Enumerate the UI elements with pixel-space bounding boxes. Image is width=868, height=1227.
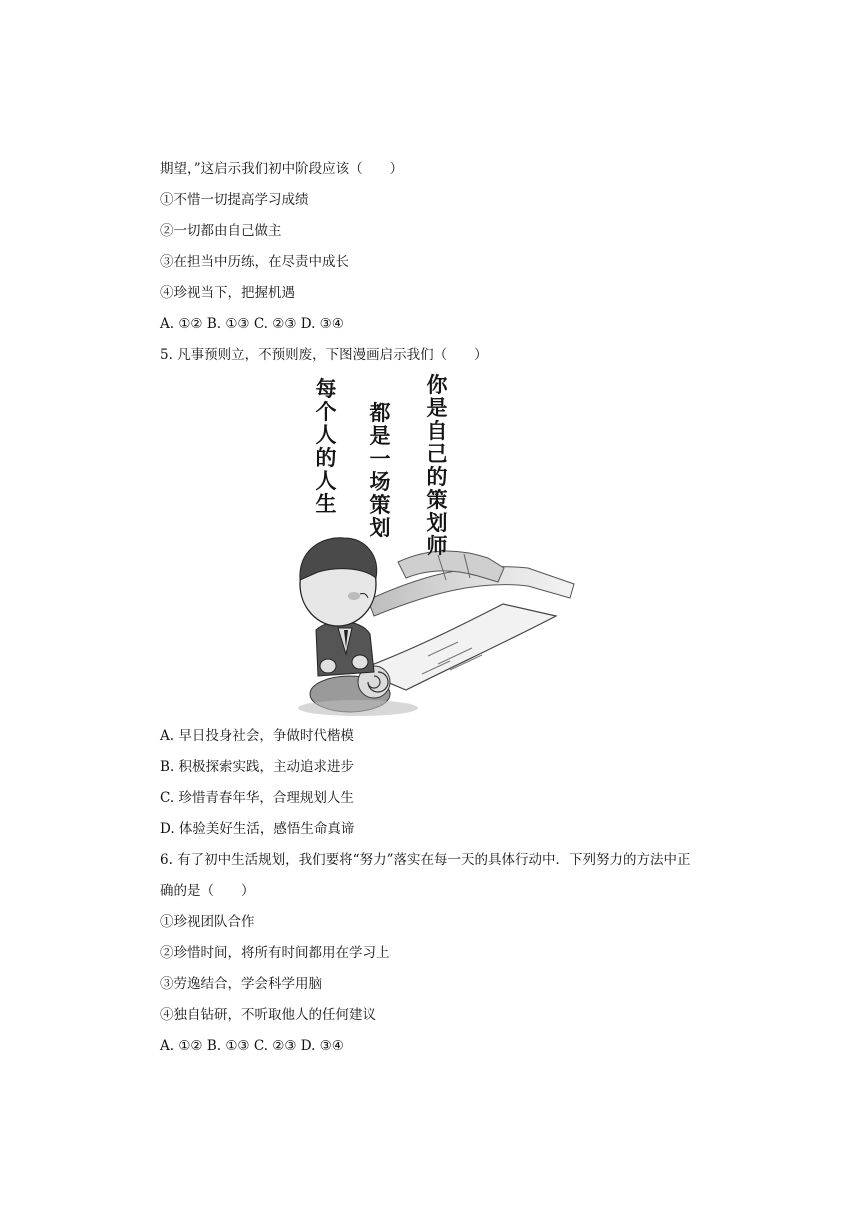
q5-option-d: D. 体验美好生活，感悟生命真谛: [160, 821, 355, 837]
q4-option-2: ②一切都由自己做主: [160, 223, 282, 239]
planning-cartoon: [288, 372, 580, 720]
q6-stem-line-2: 确的是（ ）: [160, 883, 255, 899]
q6-option-4: ④独自钻研，不听取他人的任何建议: [160, 1007, 376, 1023]
q5-option-b: B. 积极探索实践，主动追求进步: [160, 759, 355, 775]
q5-option-a: A. 早日投身社会，争做时代楷模: [160, 728, 354, 744]
q4-option-3: ③在担当中历练，在尽责中成长: [160, 254, 349, 270]
q6-option-1: ①珍视团队合作: [160, 914, 255, 930]
q6-option-3: ③劳逸结合，学会科学用脑: [160, 976, 322, 992]
q6-answer-choices: A. ①② B. ①③ C. ②③ D. ③④: [160, 1038, 344, 1054]
q5-option-c: C. 珍惜青春年华，合理规划人生: [160, 790, 354, 806]
q4-stem-tail: 期望，”这启示我们初中阶段应该（ ）: [160, 161, 404, 177]
q6-option-2: ②珍惜时间，将所有时间都用在学习上: [160, 945, 390, 961]
cartoon-text-column-2: 都是一场策划: [369, 401, 391, 540]
q4-option-4: ④珍视当下，把握机遇: [160, 285, 295, 301]
q5-stem: 5. 凡事预则立，不预则废，下图漫画启示我们（ ）: [160, 347, 488, 363]
q6-stem-line-1: 6. 有了初中生活规划，我们要将“努力”落实在每一天的具体行动中．下列努力的方法中正: [160, 852, 691, 868]
q4-option-1: ①不惜一切提高学习成绩: [160, 192, 309, 208]
cartoon-text-column-1: 每个人的人生: [315, 377, 337, 516]
q4-answer-choices: A. ①② B. ①③ C. ②③ D. ③④: [160, 316, 344, 332]
cartoon-text-column-3: 你是自己的策划师: [426, 373, 448, 558]
